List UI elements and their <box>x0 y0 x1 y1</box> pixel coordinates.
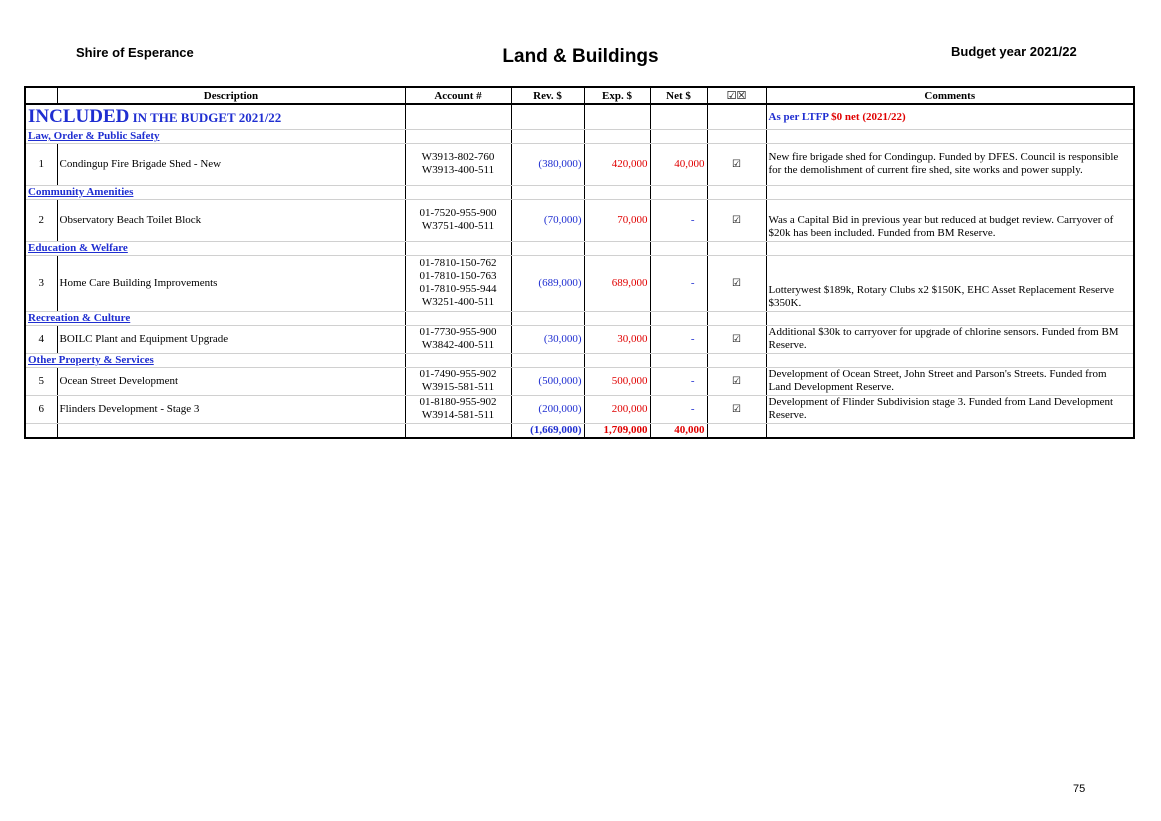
col-header-rev: Rev. $ <box>511 87 584 104</box>
org-name: Shire of Esperance <box>76 45 194 60</box>
col-header-description: Description <box>57 87 405 104</box>
total-exp: 1,709,000 <box>584 423 650 438</box>
section-other-property: Other Property & Services <box>25 353 405 367</box>
total-net: 40,000 <box>650 423 707 438</box>
col-header-account: Account # <box>405 87 511 104</box>
table-row: 5 Ocean Street Development 01-7490-955-902 W3915-581-511 (500,000) 500,000 - ☑ Development of Ocean Street, John Street and Parson's Streets. Funded from Land Development Reserve. <box>25 367 1134 395</box>
table-row: 1 Condingup Fire Brigade Shed - New W3913-802-760 W3913-400-511 (380,000) 420,000 40,000 ☑ New fire brigade shed for Condingup. Funded by DFES. Council is responsible for the demolishment of current fire shed, site works and power supply. <box>25 143 1134 185</box>
checkbox-icon: ☑ <box>707 367 766 395</box>
table-row: 3 Home Care Building Improvements 01-7810-150-762 01-7810-150-763 01-7810-955-944 W3251-400-511 (689,000) 689,000 - ☑ Lotterywest $189k, Rotary Clubs x2 $150K, EHC Asset Replacement Reserve $350K. <box>25 255 1134 311</box>
col-header-net: Net $ <box>650 87 707 104</box>
budget-year: Budget year 2021/22 <box>951 44 1077 59</box>
col-header-check: ☑☒ <box>707 87 766 104</box>
total-rev: (1,669,000) <box>511 423 584 438</box>
col-header-num <box>25 87 57 104</box>
section-row <box>25 241 1134 255</box>
included-heading-row <box>25 104 1134 129</box>
checkbox-icon: ☑ <box>707 325 766 353</box>
budget-table <box>24 86 1135 439</box>
table-row: 6 Flinders Development - Stage 3 01-8180-955-902 W3914-581-511 (200,000) 200,000 - ☑ Development of Flinder Subdivision stage 3. Funded from Land Development Reserve. <box>25 395 1134 423</box>
checkbox-icon: ☑ <box>707 395 766 423</box>
page-title: Land & Buildings <box>502 46 659 67</box>
section-row <box>25 185 1134 199</box>
table-header-row <box>25 87 1134 104</box>
checkbox-icon: ☑ <box>707 143 766 185</box>
page-number: 75 <box>1073 783 1086 795</box>
section-row <box>25 129 1134 143</box>
ltfp-label: As per LTFP <box>768 110 829 123</box>
checkbox-icon: ☑ <box>707 255 766 311</box>
table-row: 4 BOILC Plant and Equipment Upgrade 01-7730-955-900 W3842-400-511 (30,000) 30,000 - ☑ Additional $30k to carryover for upgrade of chlorine sensors. Funded from BM Reserve. <box>25 325 1134 353</box>
section-community-amenities: Community Amenities <box>25 185 405 199</box>
col-header-exp: Exp. $ <box>584 87 650 104</box>
section-row <box>25 353 1134 367</box>
totals-row <box>25 423 1134 438</box>
section-row <box>25 311 1134 325</box>
included-label: INCLUDED <box>28 105 130 127</box>
checkbox-icon: ☑ <box>707 199 766 241</box>
table-row: 2 Observatory Beach Toilet Block 01-7520-955-900 W3751-400-511 (70,000) 70,000 - ☑ Was a Capital Bid in previous year but reduced at budget review. Carryover of $20k has been included. Funded from BM Reserve. <box>25 199 1134 241</box>
section-law-order: Law, Order & Public Safety <box>25 129 405 143</box>
section-recreation-culture: Recreation & Culture <box>25 311 405 325</box>
col-header-comments: Comments <box>766 87 1134 104</box>
ltfp-value: $0 net (2021/22) <box>828 110 906 123</box>
included-label-rest: IN THE BUDGET 2021/22 <box>129 109 282 125</box>
section-education-welfare: Education & Welfare <box>25 241 405 255</box>
